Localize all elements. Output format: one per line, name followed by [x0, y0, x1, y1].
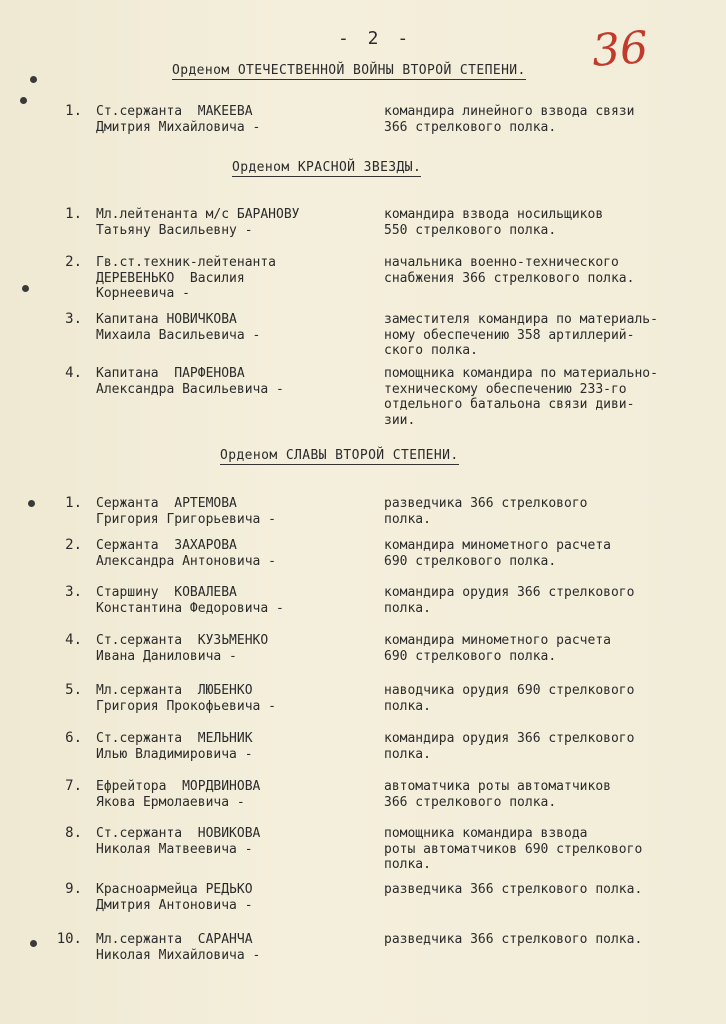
section-heading: Орденом СЛАВЫ ВТОРОЙ СТЕПЕНИ.	[220, 448, 459, 463]
entry-description: командира минометного расчета 690 стрелкового полка.	[384, 538, 611, 569]
entry-name: Капитана НОВИЧКОВА Михаила Васильевича -	[96, 312, 261, 343]
entry-number: 7.	[65, 778, 82, 794]
entry-description: наводчика орудия 690 стрелкового полка.	[384, 683, 635, 714]
entry-description: разведчика 366 стрелкового полка.	[384, 932, 643, 947]
entry-name: Старшину КОВАЛЕВА Константина Федоровича -	[96, 585, 284, 616]
entry-number: 2.	[65, 537, 82, 553]
entry-description: командира взвода носильщиков 550 стрелкового полка.	[384, 207, 604, 238]
entry-number: 1.	[65, 206, 82, 222]
punch-hole	[28, 500, 35, 507]
entry-number: 3.	[65, 584, 82, 600]
entry-name: Ст.сержанта КУЗЬМЕНКО Ивана Даниловича -	[96, 633, 269, 664]
entry-description: командира орудия 366 стрелкового полка.	[384, 731, 635, 762]
section-heading: Орденом КРАСНОЙ ЗВЕЗДЫ.	[232, 160, 422, 175]
entry-description: командира линейного взвода связи 366 стрелкового полка.	[384, 104, 635, 135]
entry-number: 10.	[56, 931, 82, 947]
entry-number: 9.	[65, 881, 82, 897]
entry-name: Гв.ст.техник-лейтенанта ДЕРЕВЕНЬКО Василия Корнеевича -	[96, 255, 277, 301]
entry-name: Красноармейца РЕДЬКО Дмитрия Антоновича -	[96, 882, 253, 913]
entry-number: 4.	[65, 632, 82, 648]
entry-description: автоматчика роты автоматчиков 366 стрелкового полка.	[384, 779, 611, 810]
entry-number: 6.	[65, 730, 82, 746]
entry-name: Сержанта ЗАХАРОВА Александра Антоновича -	[96, 538, 277, 569]
entry-number: 1.	[65, 103, 82, 119]
entry-name: Ефрейтора МОРДВИНОВА Якова Ермолаевича -	[96, 779, 261, 810]
entry-description: начальника военно-технического снабжения 366 стрелкового полка.	[384, 255, 635, 286]
entry-description: помощника командира взвода роты автоматчиков 690 стрелкового полка.	[384, 826, 643, 872]
punch-hole	[30, 940, 37, 947]
handwritten-number: 36	[590, 22, 650, 77]
entry-description: командира орудия 366 стрелкового полка.	[384, 585, 635, 616]
entry-description: помощника командира по материально- техническому обеспечению 233-го отдельного батальона связи диви- зии.	[384, 366, 658, 428]
entry-name: Капитана ПАРФЕНОВА Александра Васильевича -	[96, 366, 284, 397]
entry-description: разведчика 366 стрелкового полка.	[384, 882, 643, 897]
entry-name: Ст.сержанта МЕЛЬНИК Илью Владимировича -	[96, 731, 253, 762]
entry-name: Сержанта АРТЕМОВА Григория Григорьевича -	[96, 496, 277, 527]
entry-number: 2.	[65, 254, 82, 270]
entry-number: 5.	[65, 682, 82, 698]
entry-name: Мл.сержанта САРАНЧА Николая Михайловича -	[96, 932, 261, 963]
entry-description: заместителя командира по материаль- ному обеспечению 358 артиллерий- ского полка.	[384, 312, 658, 358]
entry-number: 1.	[65, 495, 82, 511]
punch-hole	[30, 76, 37, 83]
entry-description: командира минометного расчета 690 стрелкового полка.	[384, 633, 611, 664]
punch-hole	[22, 285, 29, 292]
entry-number: 3.	[65, 311, 82, 327]
entry-name: Мл.сержанта ЛЮБЕНКО Григория Прокофьевича -	[96, 683, 277, 714]
punch-hole	[20, 97, 27, 104]
entry-name: Ст.сержанта НОВИКОВА Николая Матвеевича -	[96, 826, 261, 857]
page-number: - 2 -	[338, 28, 413, 49]
entry-description: разведчика 366 стрелкового полка.	[384, 496, 588, 527]
entry-number: 8.	[65, 825, 82, 841]
entry-name: Мл.лейтенанта м/с БАРАНОВУ Татьяну Васильевну -	[96, 207, 300, 238]
entry-name: Ст.сержанта МАКЕЕВА Дмитрия Михайловича -	[96, 104, 261, 135]
entry-number: 4.	[65, 365, 82, 381]
section-heading: Орденом ОТЕЧЕСТВЕННОЙ ВОЙНЫ ВТОРОЙ СТЕПЕНИ.	[172, 63, 526, 78]
